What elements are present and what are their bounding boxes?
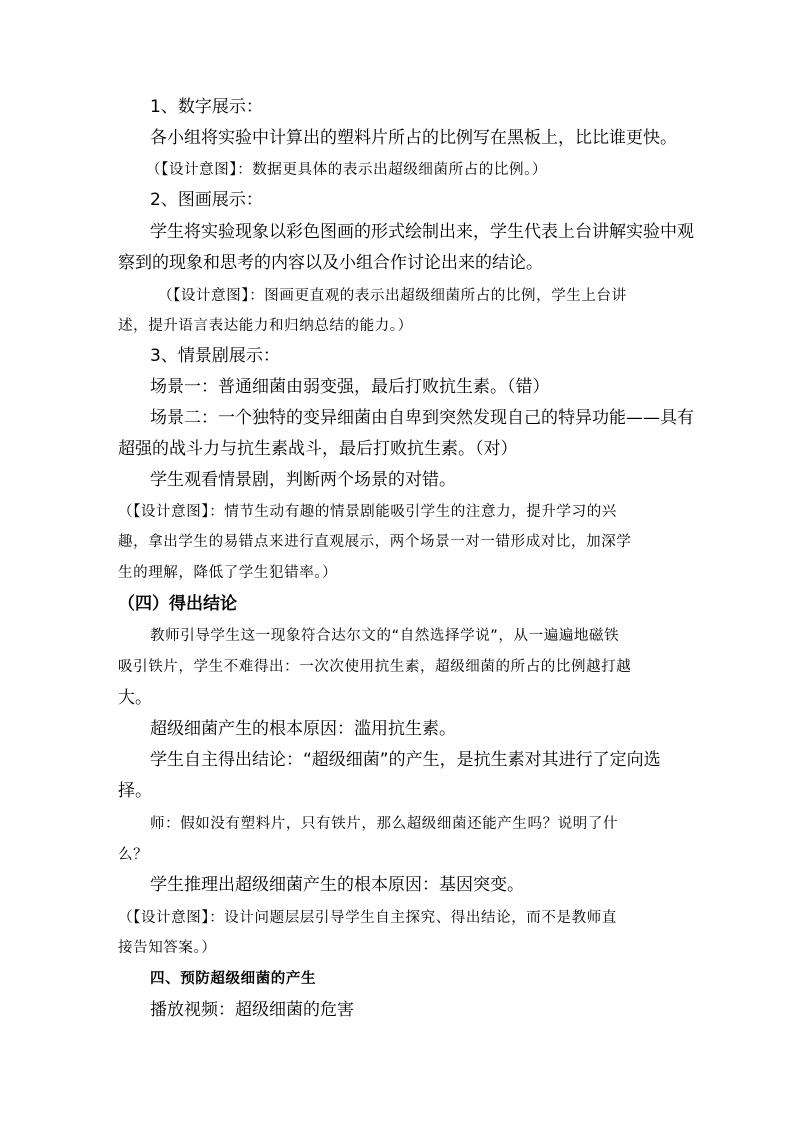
paragraph-line: 学生将实验现象以彩色图画的形式绘制出来，学生代表上台讲解实验中观	[150, 222, 694, 242]
design-intent-note: （【设计意图】：情节生动有趣的情景剧能吸引学生的注意力，提升学习的兴	[118, 504, 617, 520]
paragraph-line: 超级细菌产生的根本原因：滥用抗生素。	[150, 719, 456, 739]
section-heading-conclusion: （四）得出结论	[118, 594, 237, 614]
design-intent-note: （【设计意图】：数据更具体的表示出超级细菌所占的比例。）	[146, 162, 548, 178]
design-intent-note: （【设计意图】：设计问题层层引导学生自主探究、得出结论，而不是教师直	[118, 910, 617, 926]
paragraph-line: 师：假如没有塑料片，只有铁片，那么超级细菌还能产生吗？说明了什	[150, 816, 619, 832]
design-intent-note: 趣，拿出学生的易错点来进行直观展示，两个场景一对一错形成对比，加深学	[118, 534, 632, 550]
paragraph-line: 超强的战斗力与抗生素战斗，最后打败抗生素。（对）	[118, 439, 518, 459]
paragraph-line: 教师引导学生这一现象符合达尔文的“自然选择学说”，从一遍遍地磁铁	[150, 628, 620, 644]
paragraph-line: 吸引铁片，学生不难得出：一次次使用抗生素，超级细菌的所占的比例越打越	[118, 659, 632, 675]
paragraph-line: 各小组将实验中计算出的塑料片所占的比例写在黑板上，比比谁更快。	[150, 128, 677, 148]
paragraph-line: 择。	[118, 781, 152, 801]
paragraph-line: 么？	[118, 847, 149, 863]
section-heading-drawing-display: 2、图画展示：	[150, 190, 263, 210]
section-heading-skit-display: 3、情景剧展示：	[150, 346, 280, 366]
paragraph-line: 察到的现象和思考的内容以及小组合作讨论出来的结论。	[118, 253, 543, 273]
design-intent-note: 接告知答案。）	[118, 940, 217, 956]
paragraph-line: 播放视频：超级细菌的危害	[150, 1000, 354, 1020]
design-intent-note: 述，提升语言表达能力和归纳总结的能力。）	[118, 318, 413, 334]
section-heading-prevention: 四、预防超级细菌的产生	[150, 971, 317, 987]
design-intent-note: （【设计意图】：图画更直观的表示出超级细菌所占的比例，学生上台讲	[158, 288, 627, 304]
paragraph-line: 场景二：一个独特的变异细菌由自卑到突然发现自己的特异功能——具有	[150, 408, 694, 428]
design-intent-note: 生的理解，降低了学生犯错率。）	[118, 565, 338, 581]
paragraph-line: 学生自主得出结论：“超级细菌”的产生，是抗生素对其进行了定向选	[150, 750, 661, 770]
paragraph-line: 学生观看情景剧，判断两个场景的对错。	[150, 470, 456, 490]
section-heading-digital-display: 1、数字展示：	[150, 97, 263, 117]
paragraph-line: 大。	[118, 688, 152, 708]
paragraph-line: 学生推理出超级细菌产生的根本原因：基因突变。	[150, 875, 524, 895]
paragraph-line: 场景一：普通细菌由弱变强，最后打败抗生素。（错）	[150, 377, 550, 397]
